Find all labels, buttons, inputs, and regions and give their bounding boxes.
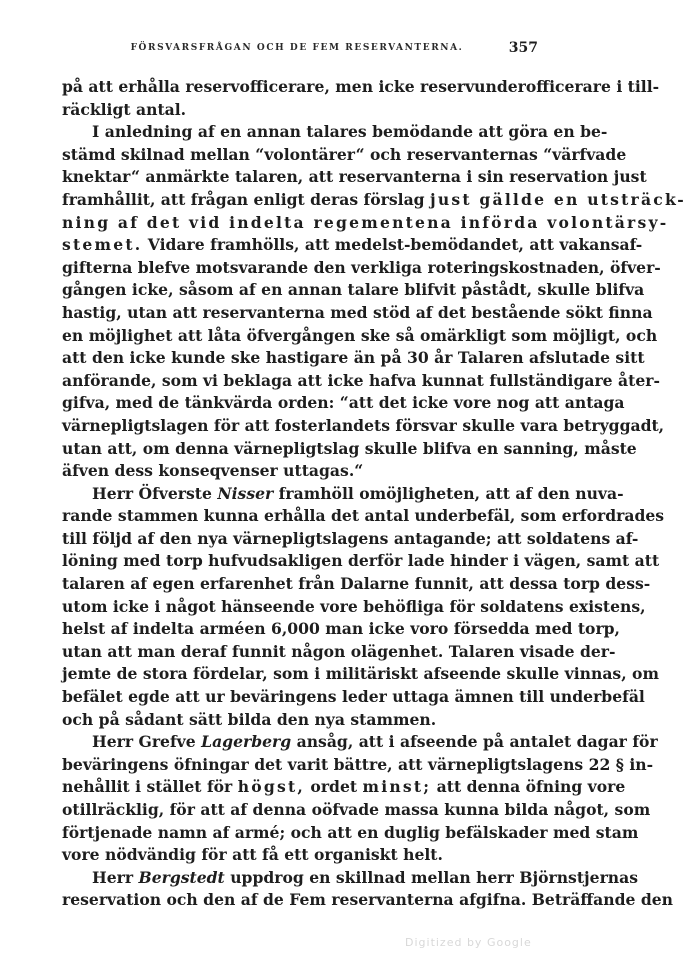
text-line: utan att, om denna värnepligtslag skulle blifva en sanning, måste — [62, 438, 637, 458]
text-fragment: Herr Grefve — [92, 732, 196, 752]
text-line: reservation och den af de Fem reservanterna afgifna. Beträffande den — [62, 890, 674, 910]
text-line: stämd skilnad mellan “volontärer“ och reservanternas “värfvade — [62, 144, 627, 164]
text-line: ning af det vid indelta regementena införda volontärsy- — [62, 212, 669, 232]
text-line: räckligt antal. — [62, 99, 187, 119]
emphasized-text: just gällde en utsträck- — [430, 189, 686, 209]
text-fragment: Vidare framhölls, att medelst-bemödandet, att vakansaf- — [147, 235, 643, 255]
text-line: befälet egde att ur beväringens leder uttaga ämnen till underbefäl — [62, 687, 645, 707]
text-line — [62, 776, 626, 799]
text-line: värnepligtslagen för att fosterlandets försvar skulle vara betryggadt, — [62, 415, 665, 435]
text-line — [62, 189, 686, 212]
text-line: gifva, med de tänkvärda orden: “att det icke vore nog att antaga — [62, 393, 625, 413]
text-line: löning med torp hufvudsakligen derför lade hinder i vägen, samt att — [62, 551, 660, 571]
text-line: helst af indelta arméen 6,000 man icke voro försedda med torp, — [62, 619, 620, 639]
text-line: otillräcklig, för att af denna oöfvade massa kunna bilda något, som — [62, 800, 651, 819]
text-line: till följd af den nya värnepligtslagens antagande; att soldatens af- — [62, 528, 639, 548]
text-line: anförande, som vi beklaga att icke hafva kunnat fullständigare åter- — [62, 370, 660, 390]
text-line: utom icke i något hänseende vore behöfliga för soldatens existens, — [62, 596, 646, 616]
text-line: beväringens öfningar det varit bättre, att värnepligtslagens 22 § in- — [62, 754, 654, 774]
text-line: gifterna blefve motsvarande den verkliga roteringskostnaden, öfver- — [62, 257, 661, 277]
text-fragment: framhållit, att frågan enligt deras förslag — [62, 189, 425, 209]
running-title: FÖRSVARSFRÅGAN OCH DE FEM RESERVANTERNA. — [130, 43, 464, 53]
body-text — [62, 76, 686, 912]
text-line: att den icke kunde ske hastigare än på 30 år Talaren afslutade sitt — [62, 348, 645, 368]
text-fragment: framhöll omöjligheten, att af den nuva- — [278, 483, 624, 503]
emphasized-text: stemet. — [62, 235, 143, 255]
text-line: gången icke, såsom af en annan talare blifvit påstådt, skulle blifva — [62, 280, 645, 300]
text-line: knektar“ anmärkte talaren, att reservanterna i sin reservation just — [62, 167, 647, 187]
text-fragment: ordet — [310, 777, 358, 797]
text-line: vore nödvändig för att få ett organiskt helt. — [62, 845, 443, 865]
text-fragment: att denna öfning vore — [436, 777, 626, 797]
watermark: Digitized by Google — [405, 936, 532, 949]
text-line — [62, 731, 658, 754]
text-line: hastig, utan att reservanterna med stöd af det bestående sökt finna — [62, 302, 653, 322]
text-fragment: uppdrog en skillnad mellan herr Björnstjernas — [230, 867, 639, 887]
text-line: talaren af egen erfarenhet från Dalarne funnit, att dessa torp dess- — [62, 574, 651, 594]
text-line: äfven dess konseqvenser uttagas.“ — [62, 461, 364, 481]
text-line: förtjenade namn af armé; och att en duglig befälskader med stam — [62, 822, 639, 842]
text-line: rande stammen kunna erhålla det antal underbefäl, som erfordrades — [62, 506, 665, 526]
text-line: jemte de stora fördelar, som i militäriskt afseende skulle vinnas, om — [62, 664, 659, 684]
page-header — [62, 40, 538, 59]
text-line: en möjlighet att låta öfvergången ske så omärkligt som möjligt, och — [62, 325, 658, 345]
text-line: utan att man deraf funnit någon olägenhet. Talaren visade der- — [62, 641, 616, 661]
person-name: Nisser — [217, 483, 274, 503]
text-line — [62, 483, 624, 506]
text-line: I anledning af en annan talares bemödande att göra en be- — [92, 122, 608, 142]
emphasized-text: minst; — [362, 777, 432, 797]
text-fragment: ansåg, att i afseende på antalet dagar för — [296, 732, 658, 752]
page-number: 357 — [508, 40, 538, 56]
text-line: och på sådant sätt bilda den nya stammen. — [62, 709, 437, 729]
text-line — [62, 234, 643, 257]
emphasized-text: högst, — [237, 777, 305, 797]
text-fragment: Herr Öfverste — [92, 483, 212, 503]
person-name: Bergstedt — [138, 867, 225, 887]
text-line: på att erhålla reservofficerare, men icke reservunderofficerare i till- — [62, 77, 660, 96]
person-name: Lagerberg — [201, 732, 292, 752]
text-fragment: Herr — [92, 867, 134, 887]
text-fragment: nehållit i stället för — [62, 777, 233, 797]
text-line — [62, 867, 639, 890]
